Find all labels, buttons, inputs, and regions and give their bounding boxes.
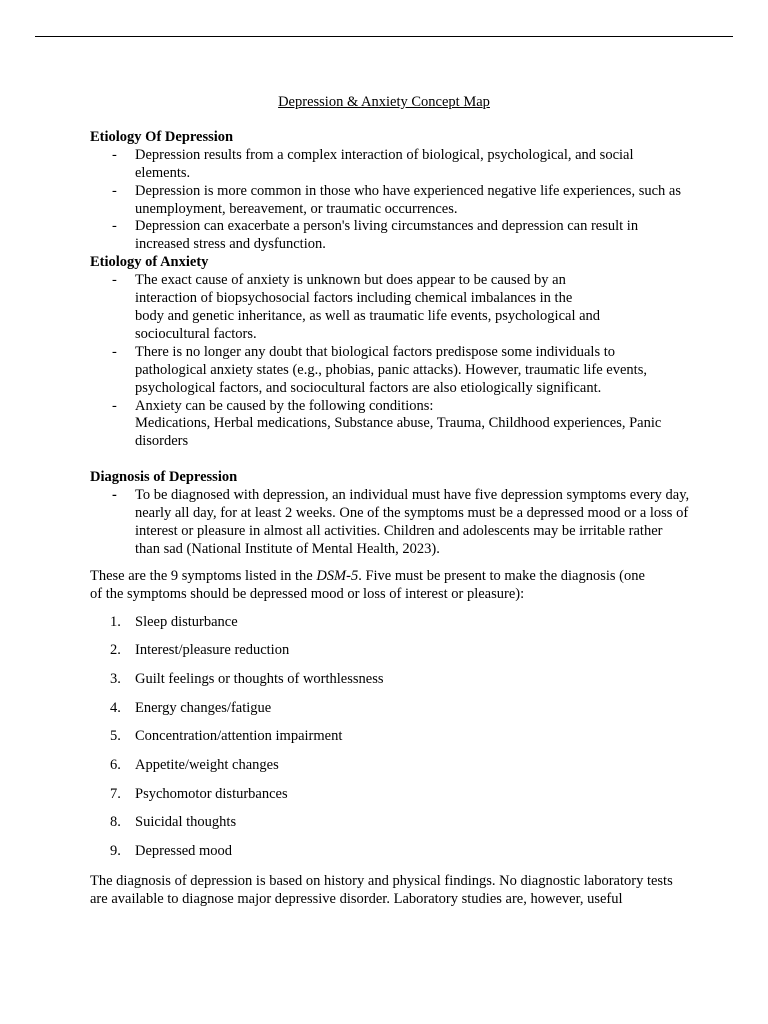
list-item: - The exact cause of anxiety is unknown but does appear to be caused by an interaction of biopsychosocial factors including chemical imbalances in the body and genetic inheritance, as well as traumatic life events, psychological and sociocultural factors. xyxy=(112,272,601,342)
document-body xyxy=(90,94,690,909)
dash-marker: - xyxy=(112,272,117,289)
list-item: - To be diagnosed with depression, an individual must have five depression symptoms every day, nearly all day, for at least 2 weeks. One of the symptoms must be a depressed mood or a loss of interest or pleasure in almost all activities. Children and adolescents may be irritable rather than sad (National Institute of Mental Health, 2023). xyxy=(112,487,690,557)
dash-marker: - xyxy=(112,487,117,504)
symptom-item: 2. Interest/pleasure reduction xyxy=(110,642,290,659)
list-item: - Depression results from a complex interaction of biological, psychological, and social elements. xyxy=(112,146,634,181)
etiology-anxiety-list xyxy=(90,272,690,451)
dash-marker: - xyxy=(112,146,117,163)
header-rule xyxy=(35,36,733,37)
symptom-item: 5. Concentration/attention impairment xyxy=(110,728,343,745)
symptom-item: 7. Psychomotor disturbances xyxy=(110,785,288,802)
heading-etiology-anxiety: Etiology of Anxiety xyxy=(90,254,209,271)
symptom-item: 9. Depressed mood xyxy=(110,843,233,860)
symptom-item: 8. Suicidal thoughts xyxy=(110,814,237,831)
symptoms-intro: These are the 9 symptoms listed in the DSM-5. Five must be present to make the diagnosis (one of the symptoms should be depressed mood or loss of interest or pleasure): xyxy=(90,567,645,602)
list-item: - There is no longer any doubt that biological factors predispose some individuals to pathological anxiety states (e.g., phobias, panic attacks). However, traumatic life events, psychological factors, and sociocultural factors are also etiologically significant. xyxy=(112,343,647,396)
heading-diagnosis-depression: Diagnosis of Depression xyxy=(90,469,238,486)
dsm-reference: DSM-5 xyxy=(316,567,359,584)
spacer xyxy=(90,451,690,469)
diagnosis-depression-list xyxy=(90,487,690,559)
list-item: - Anxiety can be caused by the following conditions: Medications, Herbal medications, Substance abuse, Trauma, Childhood experiences, Panic disorders xyxy=(112,397,662,450)
symptom-item: 1. Sleep disturbance xyxy=(110,613,238,630)
symptom-item: 4. Energy changes/fatigue xyxy=(110,699,272,716)
dash-marker: - xyxy=(112,343,117,360)
dash-marker: - xyxy=(112,397,117,414)
symptom-item: 6. Appetite/weight changes xyxy=(110,757,279,773)
page-title: Depression & Anxiety Concept Map xyxy=(278,94,490,110)
symptoms-list xyxy=(90,614,690,864)
list-item: - Depression is more common in those who have experienced negative life experiences, such as unemployment, bereavement, or traumatic occurrences. xyxy=(112,182,681,217)
etiology-depression-list xyxy=(90,147,690,254)
dash-marker: - xyxy=(112,182,117,199)
dash-marker: - xyxy=(112,218,117,235)
list-item: - Depression can exacerbate a person's living circumstances and depression can result in increased stress and dysfunction. xyxy=(112,218,639,253)
closing-paragraph: The diagnosis of depression is based on history and physical findings. No diagnostic laboratory tests are available to diagnose major depressive disorder. Laboratory studies are, however, useful xyxy=(90,873,673,907)
symptom-item: 3. Guilt feelings or thoughts of worthlessness xyxy=(110,670,384,687)
heading-etiology-depression: Etiology Of Depression xyxy=(90,128,234,145)
